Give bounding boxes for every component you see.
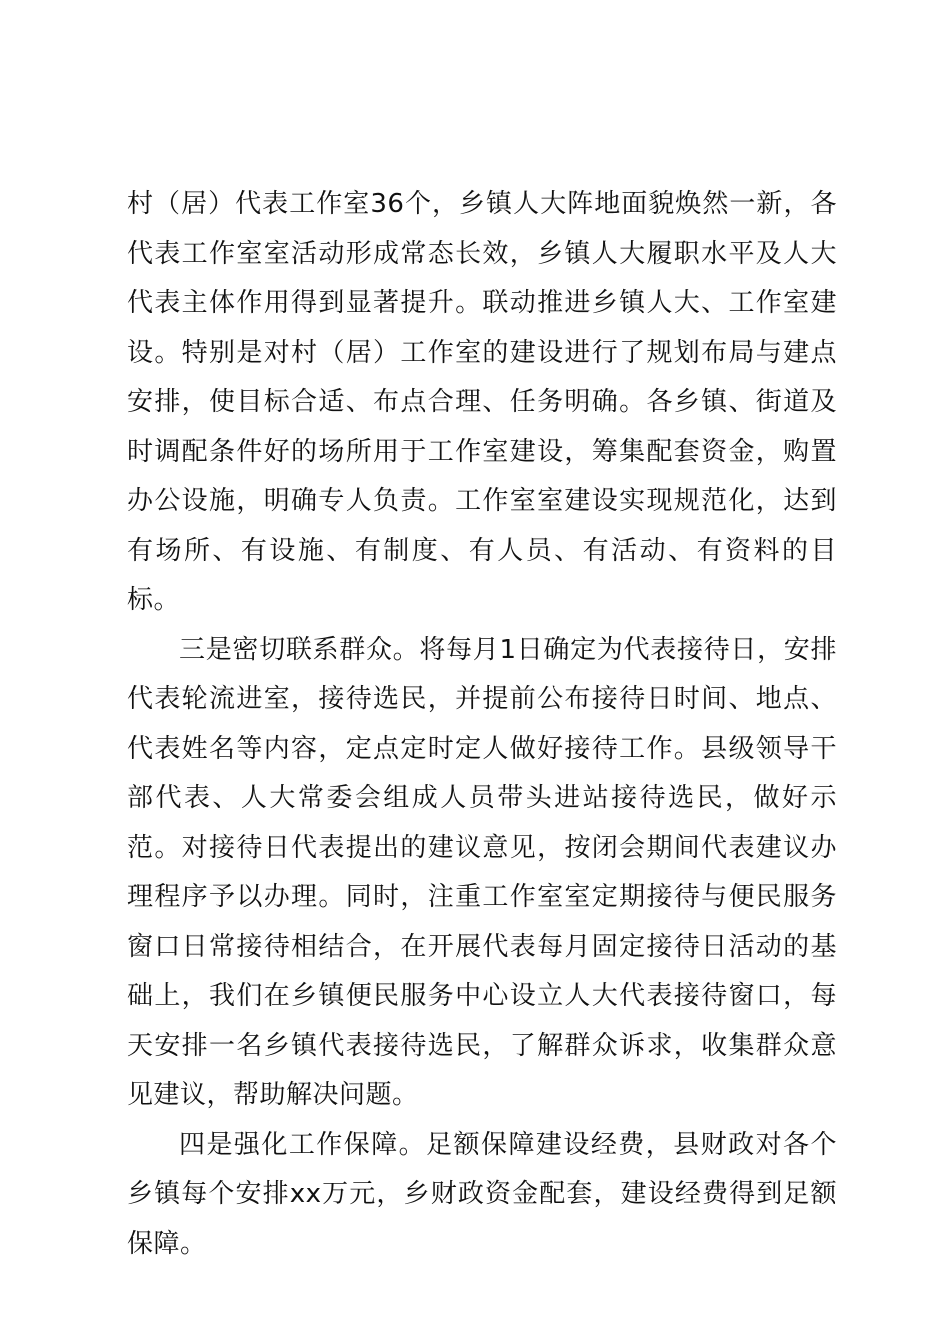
paragraph-contact-masses: 三是密切联系群众。将每月1日确定为代表接待日，安排代表轮流进室，接待选民，并提前公布接待日时间、地点、代表姓名等内容，定点定时定人做好接待工作。县级领导干部代表、人大常委会组成人员带头进站接待选民，做好示范。对接待日代表提出的建议意见，按闭会期间代表建议办理程序予以办理。同时，注重工作室室定期接待与便民服务窗口日常接待相结合，在开展代表每月固定接待日活动的基础上，我们在乡镇便民服务中心设立人大代表接待窗口，每天安排一名乡镇代表接待选民，了解群众诉求，收集群众意见建议，帮助解决问题。 [127,634,837,1110]
paragraph-work-guarantee: 四是强化工作保障。足额保障建设经费，县财政对各个乡镇每个安排xx万元，乡财政资金配套，建设经费得到足额保障。 [127,1129,837,1259]
paragraph-continued: 村（居）代表工作室36个，乡镇人大阵地面貌焕然一新，各代表工作室室活动形成常态长效，乡镇人大履职水平及人大代表主体作用得到显著提升。联动推进乡镇人大、工作室建设。特别是对村（居）工作室的建设进行了规划布局与建点安排，使目标合适、布点合理、任务明确。各乡镇、街道及时调配条件好的场所用于工作室建设，筹集配套资金，购置办公设施，明确专人负责。工作室室建设实现规范化，达到有场所、有设施、有制度、有人员、有活动、有资料的目标。 [127,189,837,615]
document-body [127,180,837,1269]
